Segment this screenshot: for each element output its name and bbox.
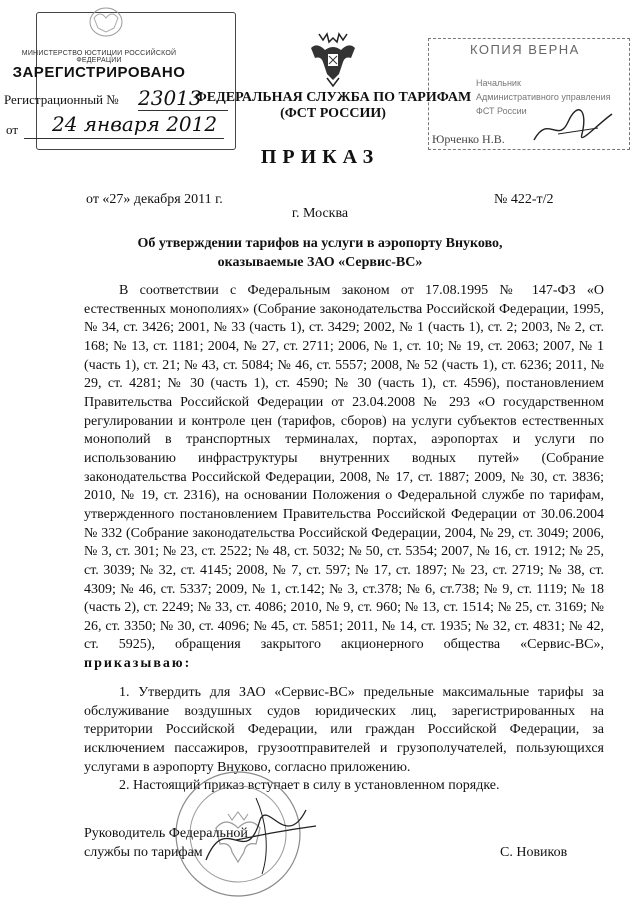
agency-title: ФЕДЕРАЛЬНАЯ СЛУЖБА ПО ТАРИФАМ [194, 90, 472, 105]
double-headed-eagle-icon [305, 28, 361, 88]
copy-stamp-line: Начальник [476, 78, 521, 88]
order-item-2: 2. Настоящий приказ вступает в силу в установленном порядке. [119, 778, 500, 793]
order-heading-line1: Об утверждении тарифов на услуги в аэропорту Внуково, [137, 236, 503, 251]
signatory-position-line1: Руководитель Федеральной [84, 826, 248, 841]
reg-date-label: от [6, 122, 19, 137]
signatory-position-line2: службы по тарифам [84, 845, 203, 860]
order-item-1: 1. Утвердить для ЗАО «Сервис-ВС» предельные максимальные тарифы за обслуживание воздушных судов юридических лиц, зарегистрированных на территории Российской Федерации, или граждан Российской Федерации, за исключением пассажиров, грузоотправителей и грузополучателей, пользующихся услугами в аэропорту Внуково, согласно приложению. [84, 685, 604, 775]
copy-stamp-name: Юрченко Н.В. [432, 132, 505, 146]
preamble-paragraph [84, 282, 604, 674]
order-date: от «27» декабря 2011 г. [86, 192, 223, 207]
reg-stamp-title: ЗАРЕГИСТРИРОВАНО [12, 64, 186, 81]
orders-word: приказываю: [84, 656, 192, 672]
handwritten-signature-icon [528, 104, 618, 150]
reg-stamp-ministry: МИНИСТЕРСТВО ЮСТИЦИИ РОССИЙСКОЙ ФЕДЕРАЦИИ [21, 50, 177, 64]
reg-date-value: 24 января 2012 [52, 112, 218, 136]
reg-number-value: 23013 [138, 86, 202, 110]
order-heading-line2: оказываемые ЗАО «Сервис-ВС» [217, 255, 423, 270]
order-city: г. Москва [291, 206, 349, 221]
copy-stamp-line: Административного управления [476, 92, 611, 102]
copy-stamp-title: КОПИЯ ВЕРНА [470, 42, 580, 57]
divider [24, 138, 224, 139]
reg-number-label: Регистрационный № [4, 92, 119, 107]
document-type: ПРИКАЗ [260, 146, 380, 168]
preamble-text: В соответствии с Федеральным законом от 17.08.1995 № 147-ФЗ «О естественных монополиях» (Собрание законодательства Российской Федерации, 1995, № 34, ст. 3426; 2001, № 33 (часть 1), ст. 3429; 2002, № 1 (часть 1), ст. 2; 2003, № 2, ст. 168; № 13, ст. 1181; 2004, № 27, ст. 2711; 2006, № 1, ст. 10; № 19, ст. 2063; 2007, № 1 (часть 1), ст. 21; № 43, ст. 5084; № 46, ст. 5557; 2008, № 52 (часть 1), ст. 6236; 2011, № 29, ст. 4281; № 30 (часть 1), ст. 4590; № 30 (часть 1), ст. 4596), постановлением Правительства Российской Федерации от 23.04.2008 № 293 «О государственном регулировании и контроле цен (тарифов, сборов) на услуги субъектов естественных монополий в транспортных терминалах, портах, аэропортах и услуги по использованию инфраструктуры внутренних водных путей» (Собрание законодательства Российской Федерации, 2008, № 17, ст. 1887; 2009, № 30, ст. 3836; 2010, № 19, ст. 2316), на основании Положения о Федеральной службе по тарифам, утвержденного постановлением Правительства Российской Федерации от 30.06.2004 № 332 (Собрание законодательства Российской Федерации, 2004, № 29, ст. 3049; 2006, № 3, ст. 301; № 23, ст. 2522; № 48, ст. 5032; № 50, ст. 5354; 2007, № 16, ст. 1912; № 25, ст. 3039; № 32, ст. 4145; 2008, № 7, ст. 597; № 17, ст. 1897; № 23, ст. 2719; № 38, ст. 4309; № 46, ст. 5337; 2009, № 1, ст.142; № 3, ст.378; № 6, ст.738; № 9, ст. 1119; № 18 (часть 2), ст. 2249; № 33, ст. 4086; 2010, № 9, ст. 960; № 13, ст. 1514; № 25, ст. 3169; № 26, ст. 3350; № 30, ст. 4096; № 45, ст. 5851; 2011, № 14, ст. 1935; № 32, ст. 4831; № 42, ст. 5925), обращения закрытого акционерного общества «Сервис-ВС», [84, 283, 604, 653]
copy-stamp-line: ФСТ России [476, 106, 527, 116]
agency-abbreviation: (ФСТ РОССИИ) [280, 106, 386, 121]
signatory-name: С. Новиков [500, 845, 568, 860]
eagle-emblem-icon [86, 4, 126, 38]
order-number: № 422-т/2 [494, 192, 554, 207]
